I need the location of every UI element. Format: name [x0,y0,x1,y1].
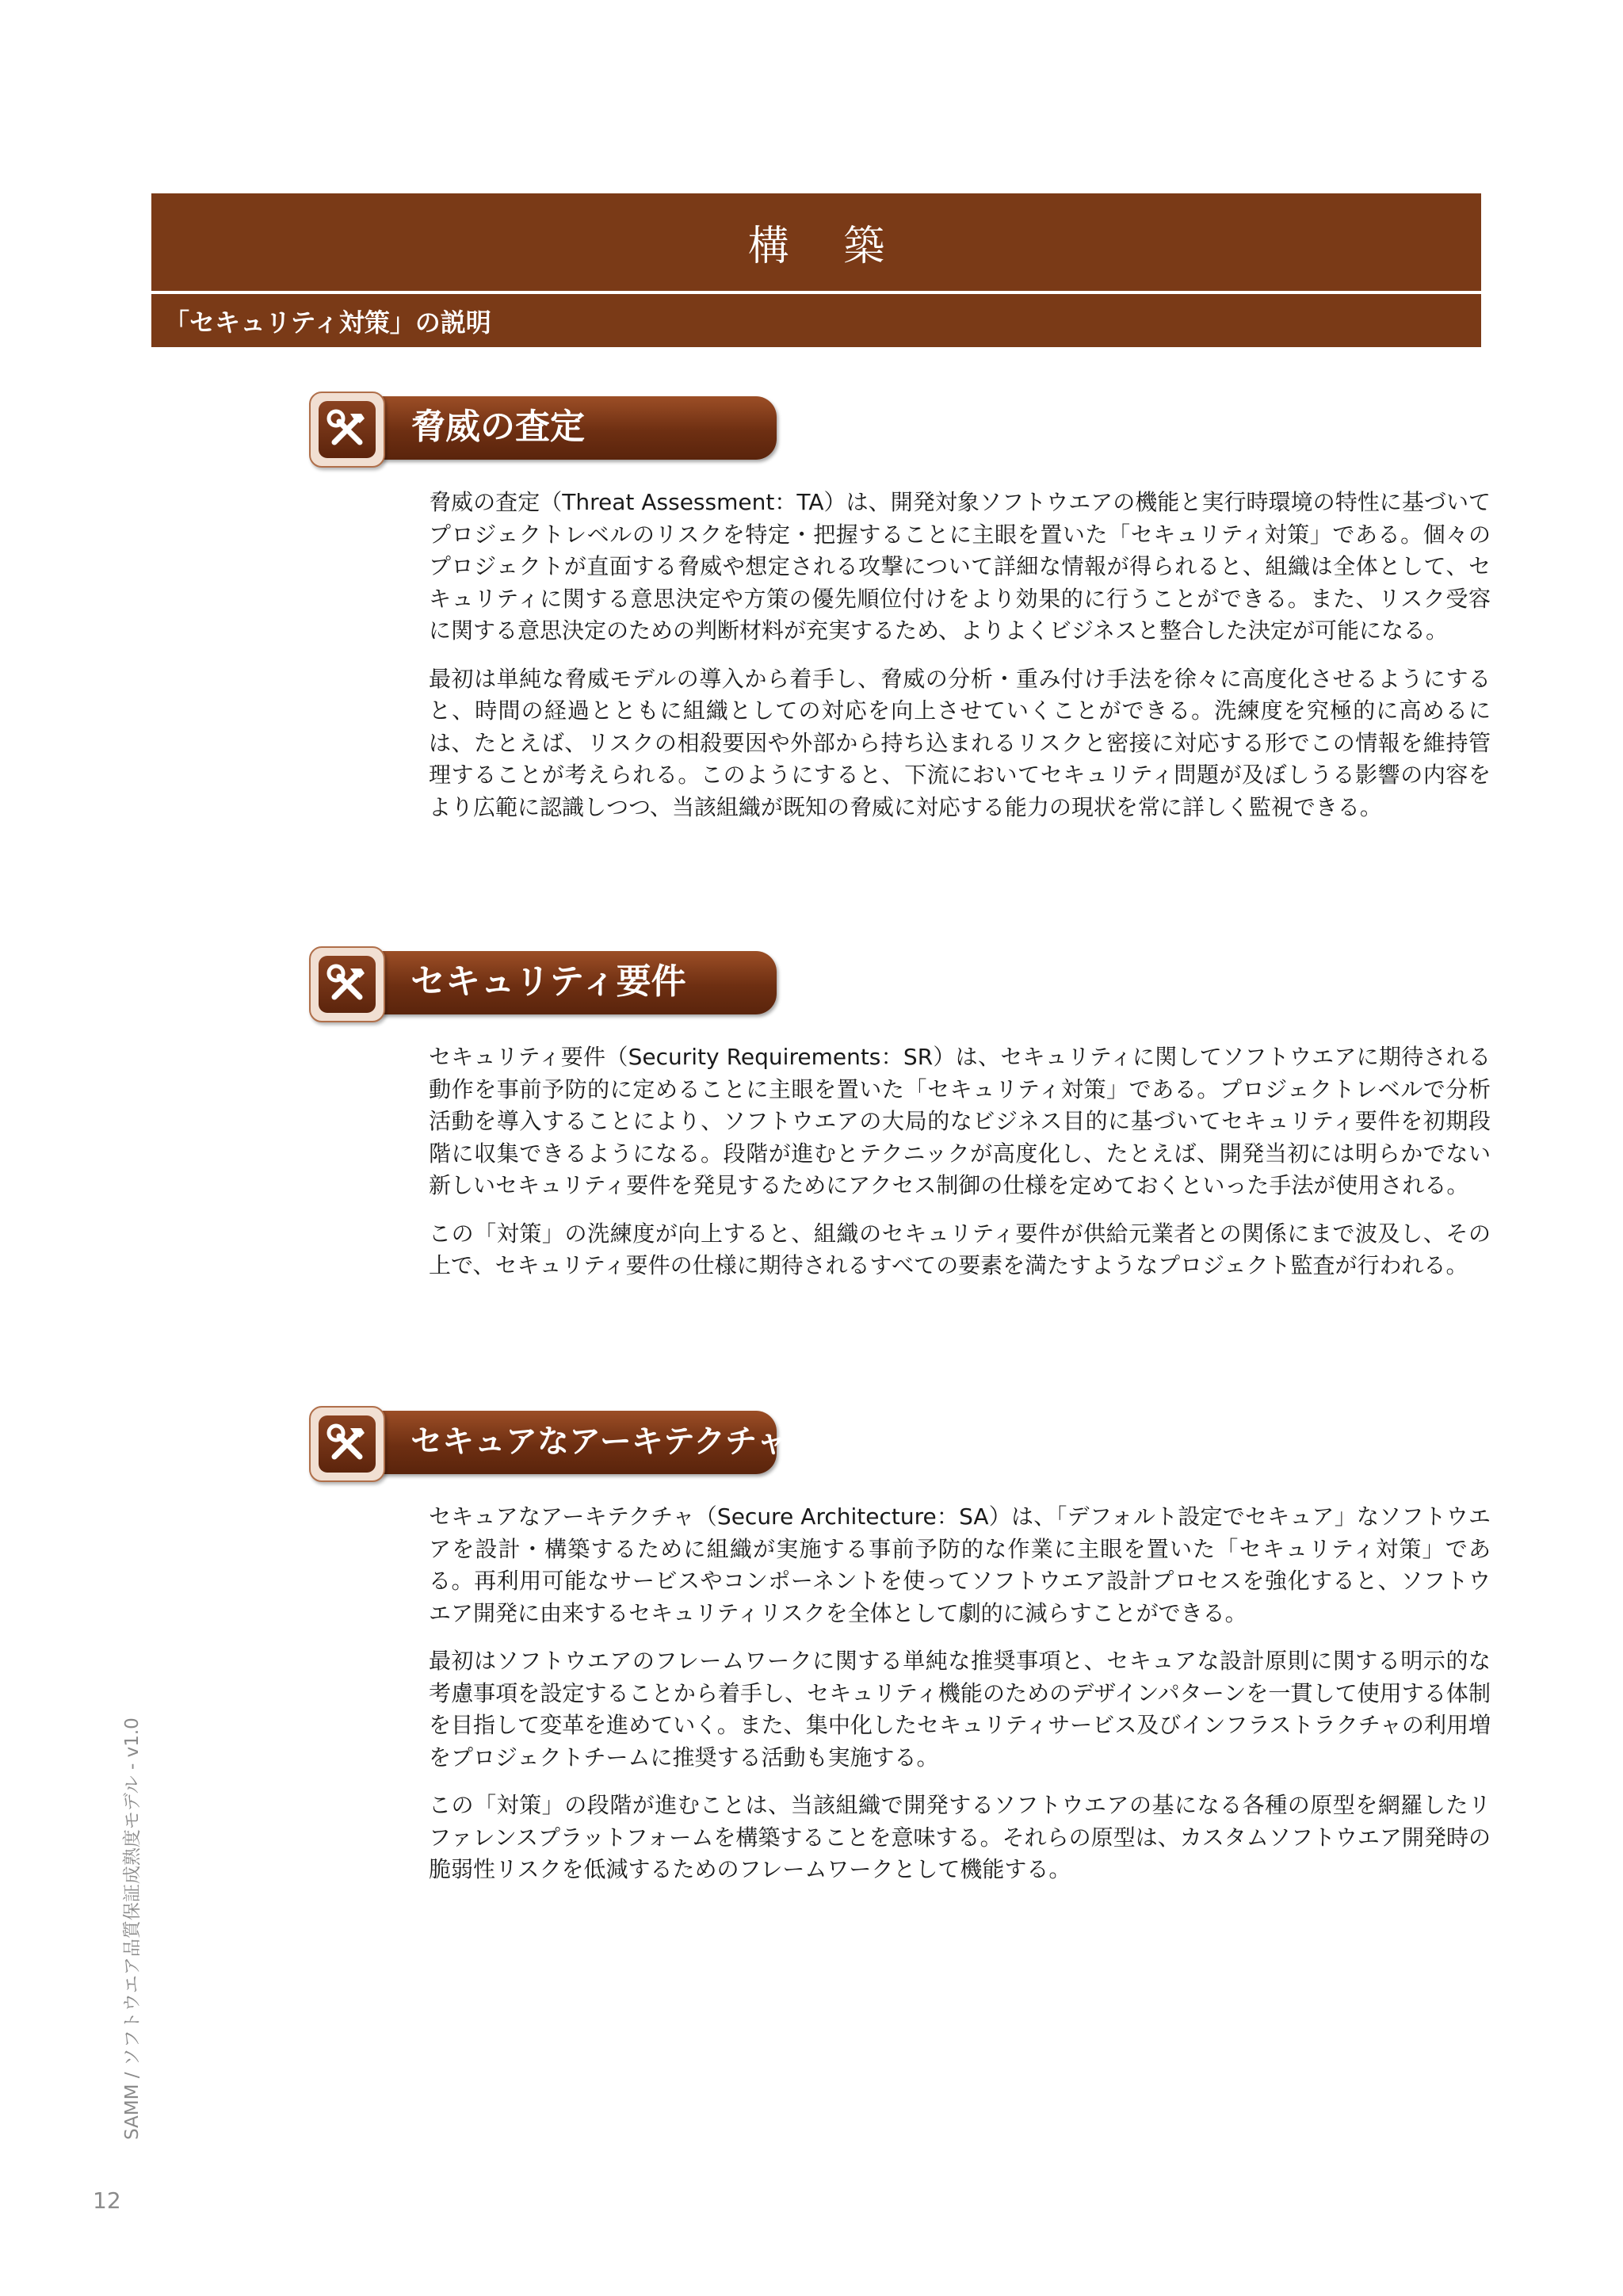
paragraph: 脅威の査定（Threat Assessment：TA）は、開発対象ソフトウエアの機能と実行時環境の特性に基づいてプロジェクトレベルのリスクを特定・把握することに主眼を置いた「セキュリティ対策」である。個々のプロジェクトが直面する脅威や想定される攻撃について詳細な情報が得られると、組織は全体として、セキュリティに関する意思決定や方策の優先順位付けをより効果的に行うことができる。また、リスク受容に関する意思決定のための判断材料が充実するため、よりよくビジネスと整合した決定が可能になる。 [429,489,1491,644]
paragraph: この「対策」の段階が進むことは、当該組織で開発するソフトウエアの基になる各種の原型を網羅したリファレンスプラットフォームを構築することを意味する。それらの原型は、カスタムソフトウエア開発時の脆弱性リスクを低減するためのフレームワークとして機能する。 [429,1792,1491,1882]
tools-icon [309,392,385,468]
section-body-threat-assessment [429,487,1491,839]
page-header-bar [151,193,1481,291]
paragraph: 最初は単純な脅威モデルの導入から着手し、脅威の分析・重み付け手法を徐々に高度化させるようにすると、時間の経過とともに組織としての対応を向上させていくことができる。洗練度を究極的に高めるには、たとえば、リスクの相殺要因や外部から持ち込まれるリスクと密接に対応する形でこの情報を維持管理することが考えられる。このようにすると、下流においてセキュリティ問題が及ぼしうる影響の内容をより広範に認識しつつ、当該組織が既知の脅威に対応する能力の現状を常に詳しく監視できる。 [429,665,1491,820]
section-header-threat-assessment [309,392,785,468]
section-header-secure-architecture [309,1406,788,1482]
section-body-security-requirements [429,1041,1491,1298]
paragraph: 最初はソフトウエアのフレームワークに関する単純な推奨事項と、セキュアな設計原則に関する明示的な考慮事項を設定することから着手し、セキュリティ機能のためのデザインパターンを一貫して使用する体制を目指して変革を進めていく。また、集中化したセキュリティサービス及びインフラストラクチャの利用増をプロジェクトチームに推奨する活動も実施する。 [429,1648,1491,1771]
document-side-label: SAMM / ソフトウエア品質保証成熟度モデル - v1.0 [122,1717,143,2140]
page-subtitle: 「セキュリティ対策」の説明 [164,307,491,338]
section-body-secure-architecture [429,1501,1491,1902]
page-subheader-bar [151,294,1481,347]
tools-icon [309,1406,385,1482]
paragraph: セキュアなアーキテクチャ（Secure Architecture：SA）は、「デフォルト設定でセキュア」なソフトウエアを設計・構築するために組織が実施する事前予防的な作業に主眼を置いた「セキュリティ対策」である。再利用可能なサービスやコンポーネントを使ってソフトウエア設計プロセスを強化すると、ソフトウエア開発に由来するセキュリティリスクを全体として劇的に減らすことができる。 [429,1503,1491,1626]
section-title: セキュリティ要件 [411,961,686,1002]
paragraph: セキュリティ要件（Security Requirements：SR）は、セキュリティに関してソフトウエアに期待される動作を事前予防的に定めることに主眼を置いた「セキュリティ対策」である。プロジェクトレベルで分析活動を導入することにより、ソフトウエアの大局的なビジネス目的に基づいてセキュリティ要件を初期段階に収集できるようになる。段階が進むとテクニックが高度化し、たとえば、開発当初には明らかでない新しいセキュリティ要件を発見するためにアクセス制御の仕様を定めておくといった手法が使用される。 [429,1044,1491,1198]
section-title: 脅威の査定 [411,407,585,447]
page-number: 12 [93,2187,121,2214]
paragraph: この「対策」の洗練度が向上すると、組織のセキュリティ要件が供給元業者との関係にまで波及し、その上で、セキュリティ要件の仕様に期待されるすべての要素を満たすようなプロジェクト監査が行われる。 [429,1220,1491,1278]
section-title: セキュアなアーキテクチャ [411,1423,788,1460]
tools-icon [309,946,385,1022]
section-header-security-requirements [309,946,785,1022]
page-title: 構 築 [747,223,906,270]
